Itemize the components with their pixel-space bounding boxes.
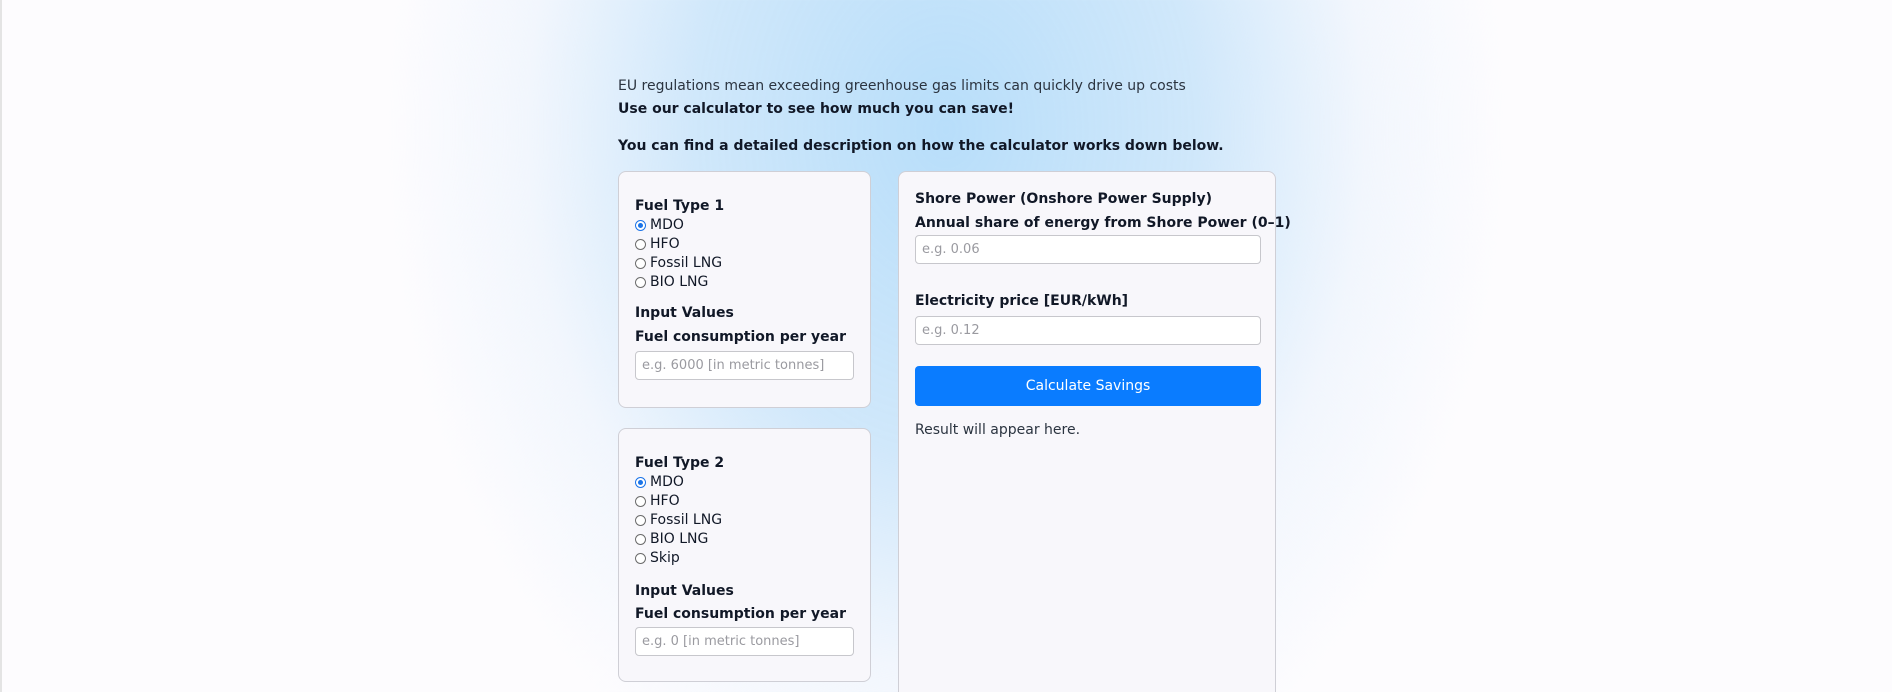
shore-share-label: Annual share of energy from Shore Power (0–1): [915, 215, 1291, 231]
radio-icon[interactable]: [635, 277, 646, 288]
fuel2-consumption-input[interactable]: e.g. 0 [in metric tonnes]: [635, 627, 854, 656]
fuel2-option-hfo[interactable]: HFO: [635, 493, 680, 509]
fuel2-option-mdo[interactable]: MDO: [635, 474, 684, 490]
electricity-price-label: Electricity price [EUR/kWh]: [915, 293, 1129, 309]
electricity-price-input[interactable]: e.g. 0.12: [915, 316, 1261, 345]
fuel2-option-bio-lng[interactable]: BIO LNG: [635, 531, 708, 547]
fuel-type-1-card: [618, 171, 871, 408]
intro-description-hint: You can find a detailed description on how the calculator works down below.: [618, 138, 1224, 154]
shore-power-title: Shore Power (Onshore Power Supply): [915, 191, 1212, 207]
fuel2-option-skip[interactable]: Skip: [635, 550, 680, 566]
calculate-savings-button[interactable]: Calculate Savings: [915, 366, 1261, 406]
intro-text: EU regulations mean exceeding greenhouse gas limits can quickly drive up costs: [618, 78, 1186, 94]
radio-icon[interactable]: [635, 477, 646, 488]
fuel1-option-mdo[interactable]: MDO: [635, 217, 684, 233]
radio-icon[interactable]: [635, 239, 646, 250]
radio-icon[interactable]: [635, 534, 646, 545]
result-text: Result will appear here.: [915, 422, 1081, 438]
fuel-type-2-title: Fuel Type 2: [635, 455, 725, 471]
radio-icon[interactable]: [635, 258, 646, 269]
shore-power-card: [898, 171, 1291, 692]
fuel-type-2-card: [618, 428, 871, 682]
fuel1-input-values-title: Input Values: [635, 305, 734, 321]
intro-cta: Use our calculator to see how much you can save!: [618, 101, 1015, 117]
fuel-type-1-title: Fuel Type 1: [635, 198, 725, 214]
fuel1-option-hfo[interactable]: HFO: [635, 236, 680, 252]
shore-share-input[interactable]: e.g. 0.06: [915, 235, 1261, 264]
fuel2-consumption-label: Fuel consumption per year: [635, 606, 847, 622]
radio-icon[interactable]: [635, 515, 646, 526]
window-edge: [0, 0, 2, 692]
fuel1-option-bio-lng[interactable]: BIO LNG: [635, 274, 708, 290]
fuel1-consumption-label: Fuel consumption per year: [635, 329, 847, 345]
fuel1-option-fossil-lng[interactable]: Fossil LNG: [635, 255, 722, 271]
fuel1-consumption-input[interactable]: e.g. 6000 [in metric tonnes]: [635, 351, 854, 380]
radio-icon[interactable]: [635, 220, 646, 231]
radio-icon[interactable]: [635, 553, 646, 564]
radio-icon[interactable]: [635, 496, 646, 507]
fuel2-input-values-title: Input Values: [635, 583, 734, 599]
fuel2-option-fossil-lng[interactable]: Fossil LNG: [635, 512, 722, 528]
